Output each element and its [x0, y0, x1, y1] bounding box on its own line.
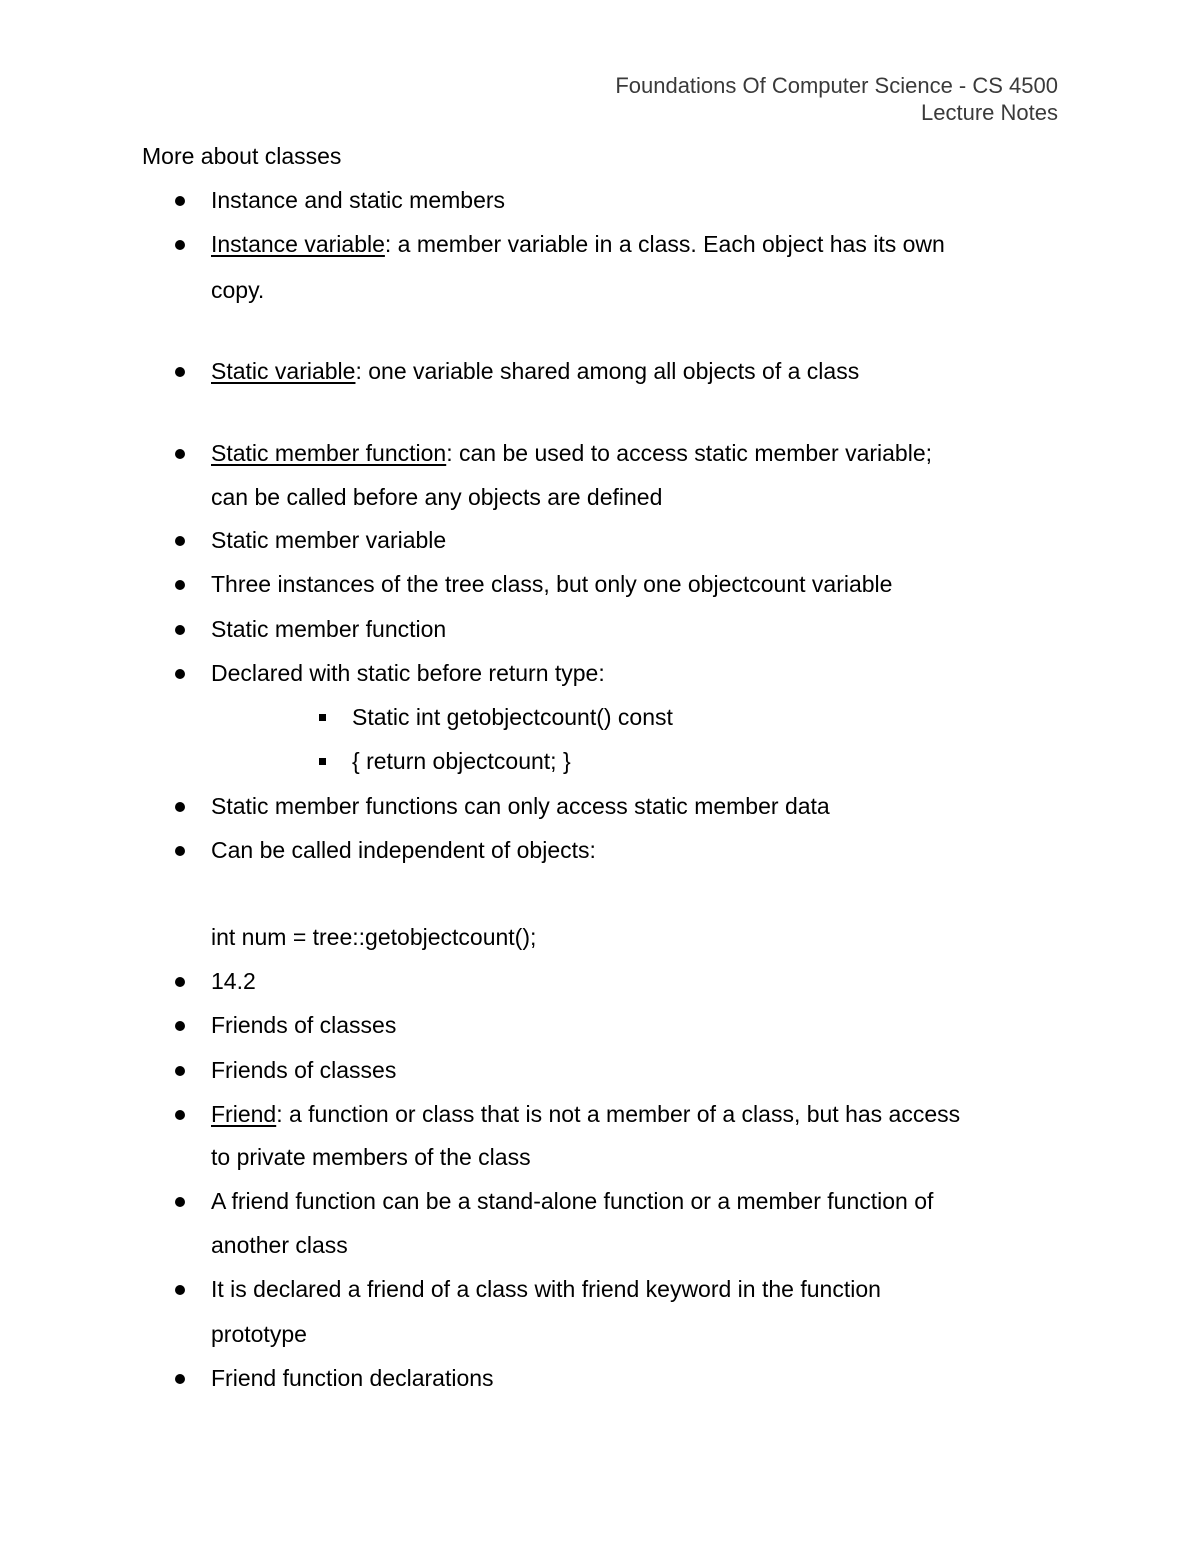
- list-item: Declared with static before return type:: [211, 660, 605, 686]
- bullet-icon: [175, 580, 185, 590]
- list-item: Static member function: [211, 616, 447, 642]
- list-item: A friend function can be a stand-alone function or a member function of: [211, 1188, 934, 1214]
- list-item: It is declared a friend of a class with friend keyword in the function: [211, 1276, 881, 1302]
- bullet-icon: [175, 625, 185, 635]
- list-item: Instance and static members: [211, 187, 506, 213]
- code-line: int num = tree::getobjectcount();: [211, 924, 537, 950]
- bullet-icon: [175, 846, 185, 856]
- bullet-icon: [175, 449, 185, 459]
- bullet-icon: [175, 1021, 185, 1031]
- list-item: Friend function declarations: [211, 1365, 494, 1391]
- list-item: [211, 357, 859, 385]
- bullet-icon: [175, 1066, 185, 1076]
- list-item-continuation: copy.: [211, 277, 265, 303]
- defined-term: Static variable: [211, 358, 356, 384]
- sub-list-item: Static int getobjectcount() const: [352, 704, 673, 730]
- course-title: Foundations Of Computer Science - CS 4500: [615, 73, 1058, 98]
- bullet-icon: [175, 1110, 185, 1120]
- list-item-continuation: another class: [211, 1232, 348, 1258]
- list-item: [211, 1100, 960, 1128]
- defined-term: Friend: [211, 1101, 277, 1127]
- bullet-icon: [175, 240, 185, 250]
- list-item-continuation: can be called before any objects are defined: [211, 484, 663, 510]
- bullet-icon: [175, 1374, 185, 1384]
- definition-text: : can be used to access static member variable;: [446, 440, 933, 466]
- defined-term: Static member function: [211, 440, 447, 466]
- square-bullet-icon: [319, 758, 326, 765]
- list-item: Static member functions can only access static member data: [211, 793, 830, 819]
- bullet-icon: [175, 1197, 185, 1207]
- defined-term: Instance variable: [211, 231, 385, 257]
- bullet-icon: [175, 802, 185, 812]
- bullet-icon: [175, 669, 185, 679]
- definition-text: : a function or class that is not a member of a class, but has access: [276, 1101, 961, 1127]
- list-item: Three instances of the tree class, but only one objectcount variable: [211, 571, 893, 597]
- definition-text: : a member variable in a class. Each object has its own: [384, 231, 945, 257]
- list-item: [211, 230, 945, 258]
- list-item: Static member variable: [211, 527, 447, 553]
- bullet-icon: [175, 977, 185, 987]
- bullet-icon: [175, 536, 185, 546]
- square-bullet-icon: [319, 714, 326, 721]
- bullet-icon: [175, 196, 185, 206]
- list-item: [211, 439, 932, 467]
- bullet-icon: [175, 1285, 185, 1295]
- bullet-icon: [175, 367, 185, 377]
- definition-text: : one variable shared among all objects of a class: [355, 358, 860, 384]
- list-item: 14.2: [211, 968, 256, 994]
- list-item-continuation: prototype: [211, 1321, 307, 1347]
- document-header: [615, 72, 1058, 126]
- list-item: Friends of classes: [211, 1012, 397, 1038]
- sub-list-item: { return objectcount; }: [352, 748, 571, 774]
- section-heading: More about classes: [142, 143, 342, 169]
- list-item-continuation: to private members of the class: [211, 1144, 531, 1170]
- list-item: Can be called independent of objects:: [211, 837, 596, 863]
- list-item: Friends of classes: [211, 1057, 397, 1083]
- notes-label: Lecture Notes: [921, 100, 1058, 125]
